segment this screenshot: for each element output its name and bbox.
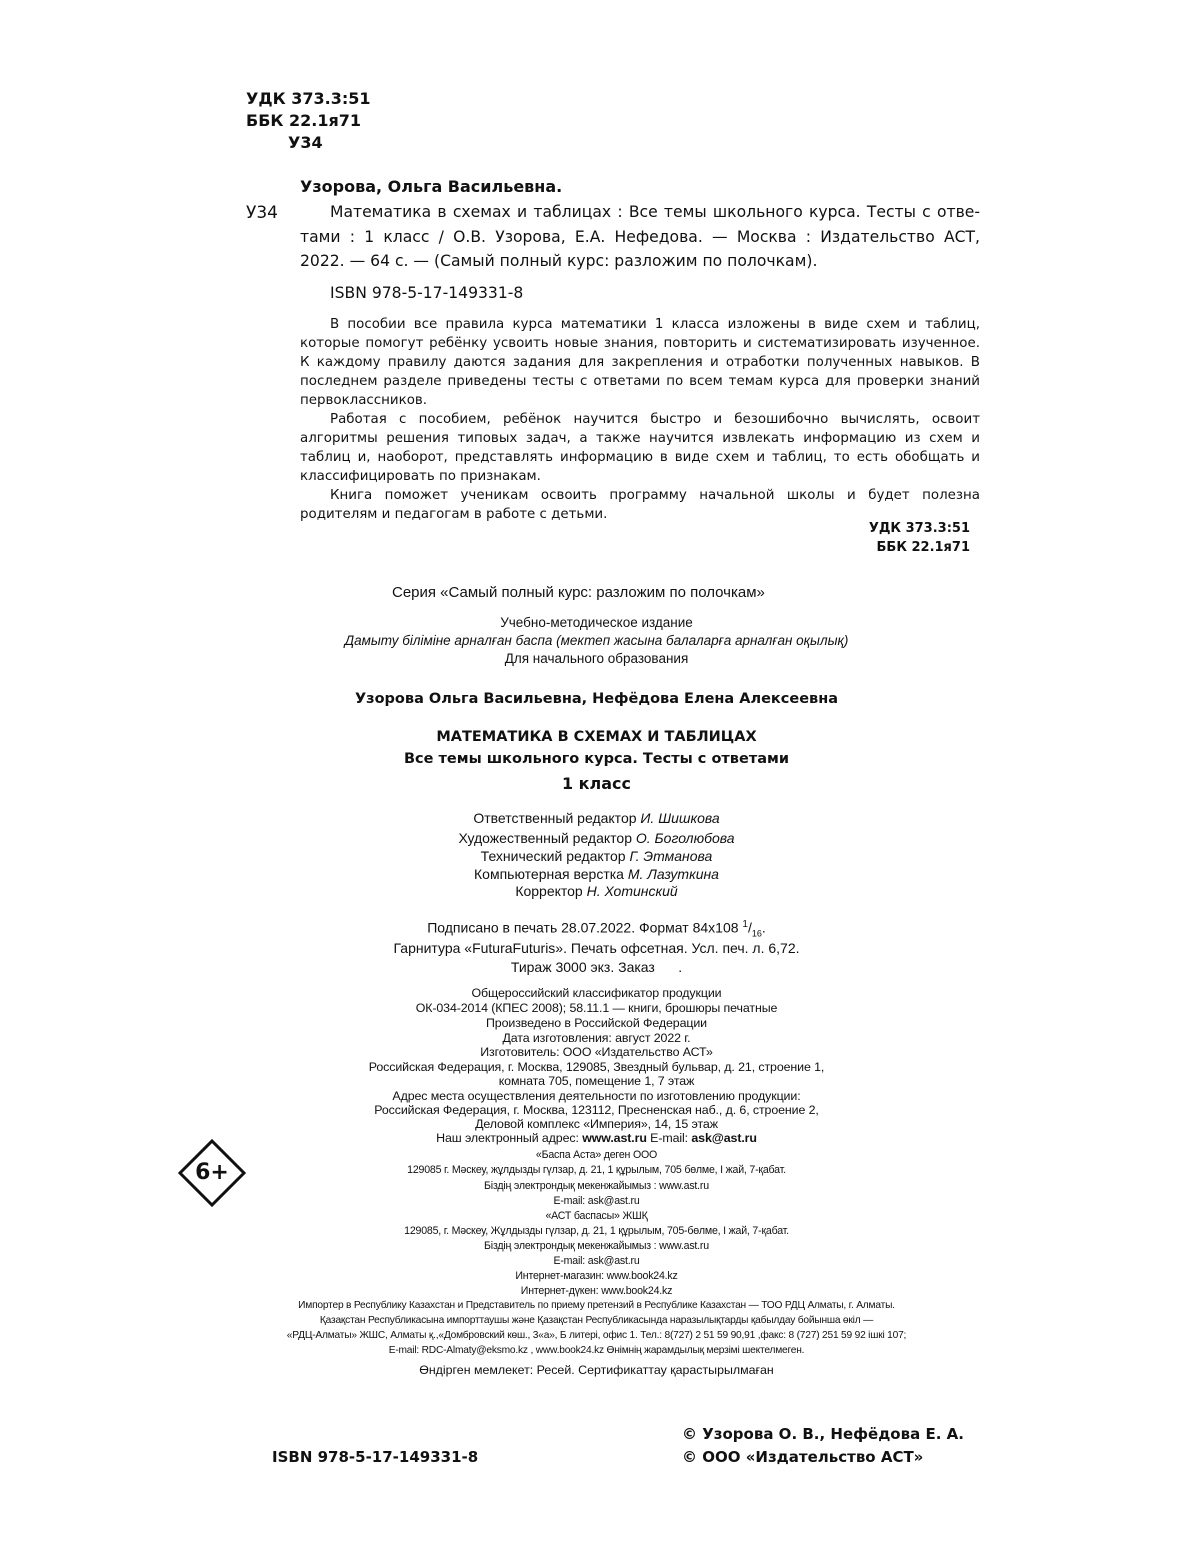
authors-full: Узорова Ольга Васильевна, Нефёдова Елена Алексеевна (354, 691, 839, 707)
kz-line: E-mail: RDC-Almaty@eksmo.kz , www.book24.kz Өнімнің жарамдылық мерзімі шектелмеген. (388, 1345, 805, 1356)
edition-level: Для начального образования (504, 651, 689, 666)
kz-line: 129085 г. Мәскеу, жұлдызды гүлзар, д. 21, 1 құрылым, 705 бөлме, I жай, 7-қабат. (407, 1164, 786, 1176)
copyright-authors: © Узорова О. В., Нефёдова Е. А. (682, 1425, 964, 1443)
series-line: Серия «Самый полный курс: разложим по полочкам» (392, 584, 765, 601)
kz-line: 129085, г. Мәскеу, Жұлдызды гүлзар, д. 21, 1 құрылым, 705-бөлме, I жай, 7-қабат. (404, 1225, 789, 1237)
annotation-paragraph-3: Книга поможет ученикам освоить программу начальной школы и будет полезна родителям и педагогам в работе с детьми. (300, 488, 980, 522)
credit-editor: Ответственный редактор И. Шишкова (473, 810, 720, 826)
imprint-line: Деловой комплекс «Империя», 14, 15 этаж (475, 1117, 718, 1131)
edition-type: Учебно-методическое издание (500, 615, 693, 630)
imprint-line: Российская Федерация, г. Москва, 123112, Пресненская наб., д. 6, строение 2, (374, 1103, 819, 1117)
kz-line: E-mail: ask@ast.ru (553, 1255, 640, 1267)
print-line-2: Гарнитура «FuturaFuturis». Печать офсетная. Усл. печ. л. 6,72. (393, 940, 800, 956)
bib-mark: У34 (246, 203, 278, 223)
imprint-line: Адрес места осуществления деятельности по изготовлению продукции: (392, 1089, 801, 1103)
age-rating-label: 6+ (195, 1160, 229, 1185)
imprint-line: Изготовитель: ООО «Издательство АСТ» (480, 1045, 713, 1059)
bib-line-3: 2022. — 64 с. — (Самый полный курс: разложим по полочкам). (300, 252, 818, 270)
imprint-line: ОК-034-2014 (КПЕС 2008); 58.11.1 — книги, брошюры печатные (415, 1001, 778, 1015)
kz-line: Қазақстан Республикасына импорттаушы және Қазақстан Республикасында наразылықтарды қабылдау бойынша өкіл — (319, 1315, 874, 1326)
annotation-paragraph-1: В пособии все правила курса математики 1 класса изложены в виде схем и таблиц, которые помогут ребёнку усвоить новые знания, повторить и систематизировать изученное. К каждому правилу даются задания для закрепления и отработки полученных навыков. В последнем разделе приведены тесты с ответами по всем темам курса для проверки знаний первоклассников. (300, 317, 980, 408)
imprint-line: комната 705, помещение 1, 7 этаж (498, 1074, 695, 1088)
footer-isbn: ISBN 978-5-17-149331-8 (272, 1448, 479, 1466)
copyright-publisher: © ООО «Издательство АСТ» (682, 1448, 924, 1466)
origin-line: Өндірген мемлекет: Ресей. Сертификаттау қарастырылмаған (419, 1363, 774, 1377)
kz-line: E-mail: ask@ast.ru (553, 1195, 640, 1207)
bib-author: Узорова, Ольга Васильевна. (300, 177, 563, 196)
credit-art-editor: Художественный редактор О. Боголюбова (458, 830, 735, 846)
credit-layout: Компьютерная верстка М. Лазуткина (474, 866, 719, 882)
imprint-line: Дата изготовления: август 2022 г. (502, 1031, 691, 1045)
author-mark: У34 (288, 133, 323, 152)
bib-line-2: тами : 1 класс / О.В. Узорова, Е.А. Нефедова. — Москва : Издательство АСТ, (300, 228, 980, 246)
credit-proofreader: Корректор Н. Хотинский (515, 883, 678, 899)
bib-isbn: ISBN 978-5-17-149331-8 (330, 284, 524, 302)
kz-line: Интернет-магазин: www.book24.kz (515, 1270, 678, 1282)
imprint-line: Произведено в Российской Федерации (485, 1016, 707, 1030)
kz-line: Интернет-дүкен: www.book24.kz (520, 1285, 673, 1297)
annotation-udk: УДК 373.3:51 (868, 521, 970, 536)
title-main: МАТЕМАТИКА В СХЕМАХ И ТАБЛИЦАХ (436, 729, 757, 745)
bbk-code: ББК 22.1я71 (246, 111, 362, 130)
imprint-line: Российская Федерация, г. Москва, 129085, Звездный бульвар, д. 21, строение 1, (368, 1060, 825, 1074)
kz-line: «Баспа Аста» деген ООО (535, 1149, 658, 1161)
kz-line: Импортер в Республику Казахстан и Представитель по приему претензий в Республике Казахстан — ТОО РДЦ Алматы, г. Алматы. (298, 1300, 895, 1311)
kz-line: Біздің электрондық мекенжайымыз : www.ast.ru (484, 1240, 709, 1252)
udk-code: УДК 373.3:51 (246, 89, 371, 108)
print-line-1: Подписано в печать 28.07.2022. Формат 84х108 $^1/_{16}$. (427, 919, 766, 939)
kz-line: «РДЦ-Алматы» ЖШС, Алматы қ.,«Домбровский көш., 3«а», Б литері, офис 1. Тел.: 8(727) 2 51 59 90,91 ,факс: 8 (727) 251 59 92 ішкі 107; (286, 1330, 907, 1341)
kz-line: Біздің электрондық мекенжайымыз : www.ast.ru (484, 1180, 709, 1192)
age-rating-badge (177, 1138, 247, 1208)
email-line: Наш электронный адрес: www.ast.ru E-mail: ask@ast.ru (436, 1131, 757, 1145)
print-line-3: Тираж 3000 экз. Заказ . (510, 959, 683, 975)
imprint-line: Общероссийский классификатор продукции (471, 986, 722, 1000)
title-sub: Все темы школьного курса. Тесты с ответами (403, 751, 790, 767)
kz-line: «АСТ баспасы» ЖШҚ (545, 1210, 648, 1222)
annotation-paragraph-2: Работая с пособием, ребёнок научится быстро и безошибочно вычислять, освоит алгоритмы решения типовых задач, а также научится извлекать информацию из схем и таблиц и, наоборот, представлять информацию в виде схем и таблиц, то есть обобщать и классифицировать по признакам. (300, 412, 980, 484)
edition-kazakh: Дамыту біліміне арналған баспа (мектеп жасына балаларға арналған оқылық) (344, 633, 849, 648)
credit-tech-editor: Технический редактор Г. Этманова (480, 848, 713, 864)
annotation-bbk: ББК 22.1я71 (876, 540, 970, 555)
annotation (300, 315, 980, 524)
bib-line-1: Математика в схемах и таблицах : Все темы школьного курса. Тесты с отве- (330, 203, 980, 221)
title-grade: 1 класс (561, 774, 632, 793)
